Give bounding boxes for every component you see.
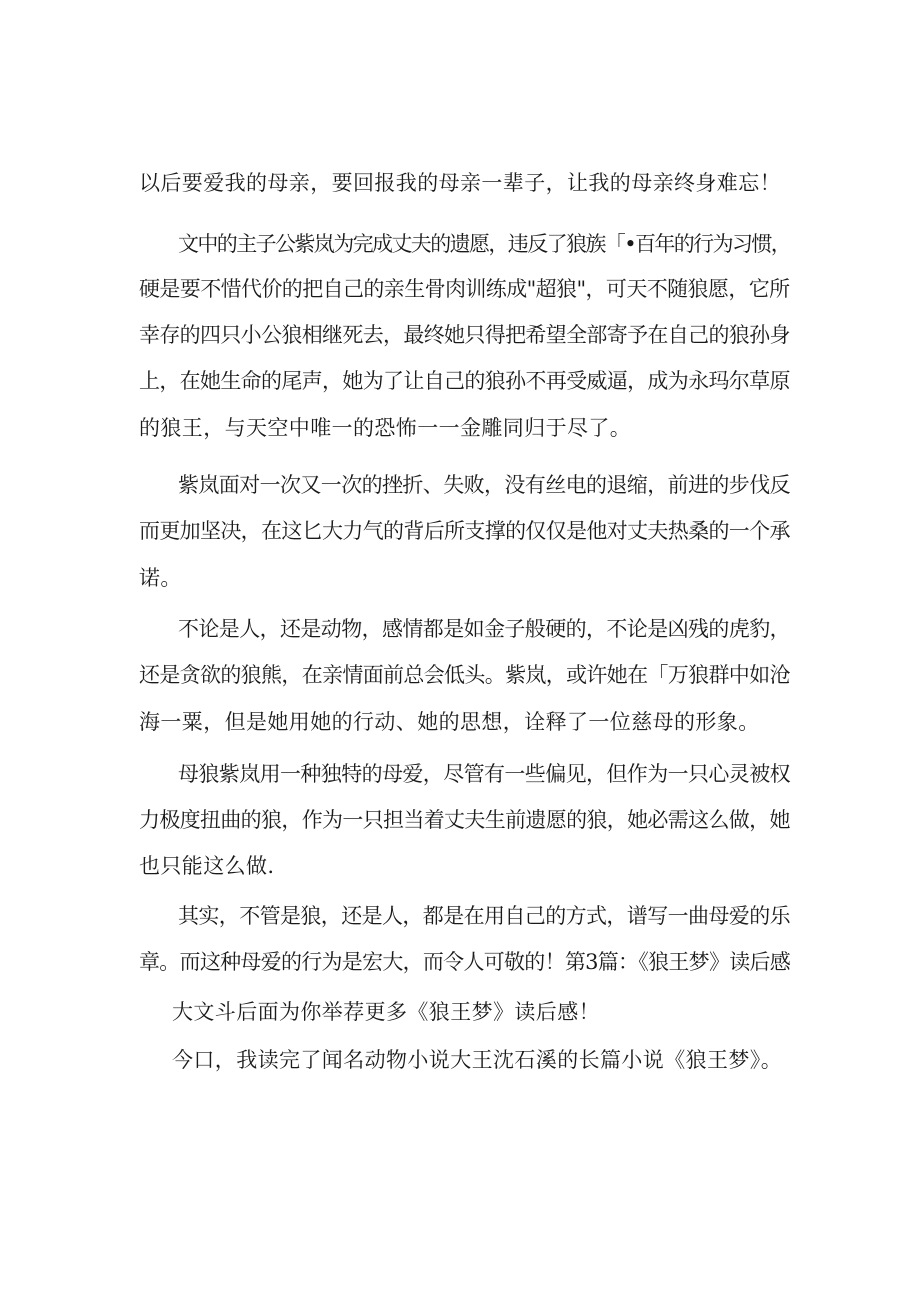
text-line: 诺。 xyxy=(139,566,182,590)
text-line: 硬是要不惜代价的把自己的亲生骨肉训练成"超狼"，可天不随狼愿，它所 xyxy=(139,277,790,301)
text-line: 幸存的四只小公狼相继死去，最终她只得把希望全部寄予在自己的狼孙身 xyxy=(139,323,790,347)
text-line: 的狼王，与天空中唯一的恐怖一一金雕同归于尽了。 xyxy=(139,416,632,440)
text-line: 也只能这么做. xyxy=(139,854,275,878)
text-line: 力极度扭曲的狼，作为一只担当着丈夫生前遗愿的狼，她必需这么做，她 xyxy=(139,808,790,832)
text-line: 以后要爱我的母亲，要回报我的母亲一辈子，让我的母亲终身难忘！ xyxy=(139,171,781,195)
paragraph-first-line: 其实，不管是狼，还是人，都是在用自己的方式，谱写一曲母爱的乐 xyxy=(178,904,790,928)
paragraph-first-line: 不论是人，还是动物，感情都是如金子般硬的，不论是凶残的虎豹， xyxy=(178,617,790,641)
text-line: 上，在她生命的尾声，她为了让自己的狼孙不再受威逼，成为永玛尔草原 xyxy=(139,369,790,393)
paragraph-first-line: 大文斗后面为你举荐更多《狼王梦》读后感！ xyxy=(172,1000,600,1024)
text-line: 还是贪欲的狼熊，在亲情面前总会低头。紫岚，或许她在「万狼群中如沧 xyxy=(139,663,790,687)
text-line: 海一粟，但是她用她的行动、她的思想，诠释了一位慈母的形象。 xyxy=(139,710,760,734)
text-line: 而更加坚决，在这匕大力气的背后所支撑的仅仅是他对丈夫热桑的一个承 xyxy=(139,519,790,543)
text-line: 章。而这种母爱的行为是宏大，而令人可敬的！第3篇：《狼王梦》读后感 xyxy=(139,950,791,974)
paragraph-first-line: 文中的主子公紫岚为完成丈夫的遗愿，违反了狼族「•百年的行为习惯， xyxy=(178,232,791,256)
paragraph-first-line: 紫岚面对一次又一次的挫折、失败，没有丝电的退缩，前进的步伐反 xyxy=(178,473,790,497)
paragraph-first-line: 今口，我读完了闻名动物小说大王沈石溪的长篇小说《狼王梦》。 xyxy=(172,1048,783,1072)
paragraph-first-line: 母狼紫岚用一种独特的母爱，尽管有一些偏见，但作为一只心灵被权 xyxy=(178,762,790,786)
